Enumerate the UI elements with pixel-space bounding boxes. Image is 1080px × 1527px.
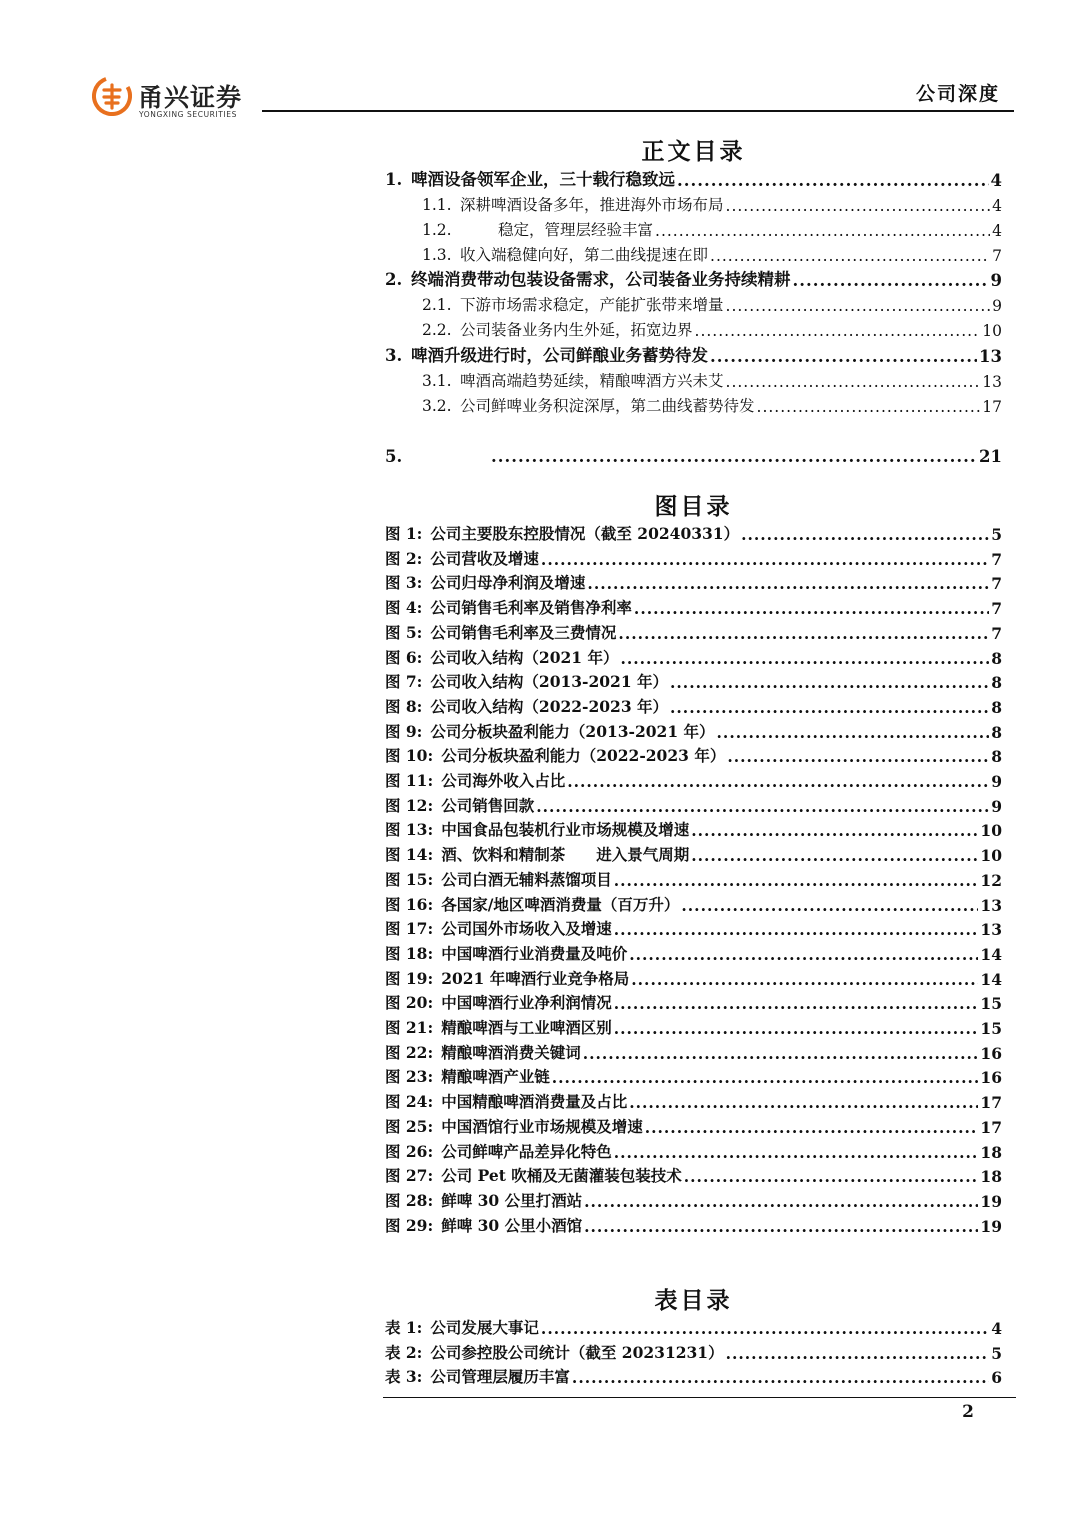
toc-leader-dots — [691, 847, 978, 865]
toc-leader-dots — [726, 373, 981, 391]
toc-leader-dots — [584, 1218, 978, 1236]
toc-page-number: 14 — [980, 969, 1002, 989]
toc-entry-number: 1.1. — [422, 196, 452, 214]
toc-entry[interactable] — [385, 291, 1002, 315]
toc-page-number: 7 — [991, 599, 1002, 619]
toc-entry-text: 公司收入结构（2021 年） — [430, 647, 619, 667]
toc-leader-dots — [645, 1119, 979, 1137]
figure-toc-title: 图目录 — [654, 493, 733, 520]
toc-entry-number: 5. — [385, 447, 403, 466]
toc-entry-number: 表 1: — [385, 1318, 423, 1337]
toc-leader-dots — [695, 322, 981, 340]
toc-entry-number: 图 6: — [385, 647, 423, 667]
toc-page-number: 21 — [979, 447, 1002, 466]
toc-entry-text: 鲜啤 30 公里打酒站 — [441, 1190, 583, 1210]
toc-entry-label — [385, 621, 616, 643]
toc-entry-label — [385, 342, 708, 366]
toc-entry-number: 图 27: — [385, 1166, 434, 1186]
toc-entry-number: 图 23: — [385, 1067, 434, 1087]
toc-entry-label — [385, 843, 689, 865]
toc-entry-label — [385, 769, 565, 791]
toc-entry[interactable] — [385, 1162, 1002, 1186]
toc-page-number: 15 — [980, 994, 1002, 1014]
toc-entry-label — [385, 818, 689, 840]
brand-subtitle: YONGXING SECURITIES — [139, 110, 237, 119]
toc-entry-number: 表 2: — [385, 1342, 423, 1362]
toc-entry-text: 公司参控股公司统计（截至 20231231） — [430, 1342, 724, 1362]
toc-entry-text: 公司 Pet 吹桶及无菌灌装包装技术 — [441, 1166, 682, 1186]
toc-leader-dots — [655, 222, 990, 240]
toc-entry[interactable] — [385, 1088, 1002, 1112]
toc-leader-dots — [614, 1020, 979, 1038]
toc-page-number: 17 — [980, 1093, 1002, 1113]
toc-leader-dots — [710, 247, 990, 265]
toc-page-number: 13 — [980, 920, 1002, 940]
toc-entry-label — [385, 1189, 582, 1211]
toc-leader-dots — [629, 1094, 978, 1112]
toc-entry-label — [385, 991, 612, 1013]
toc-entry[interactable] — [385, 668, 1002, 692]
toc-entry-label — [385, 893, 679, 915]
toc-entry-label — [385, 1090, 627, 1112]
toc-page-number: 15 — [980, 1019, 1002, 1038]
toc-entry-number: 图 29: — [385, 1215, 434, 1235]
toc-page-number: 9 — [991, 772, 1002, 791]
toc-entry-number: 图 28: — [385, 1190, 434, 1210]
toc-entry-label — [385, 917, 612, 939]
toc-entry-label — [385, 522, 739, 544]
toc-page-number: 18 — [980, 1142, 1002, 1162]
toc-entry-label — [385, 1115, 643, 1137]
toc-leader-dots — [567, 773, 989, 791]
toc-entry-label — [385, 266, 791, 290]
toc-leader-dots — [629, 946, 978, 964]
toc-leader-dots — [631, 971, 978, 989]
toc-entry-label — [385, 1341, 724, 1363]
toc-entry[interactable] — [385, 216, 1002, 240]
toc-page-number: 8 — [991, 722, 1002, 742]
toc-entry[interactable] — [385, 1187, 1002, 1211]
toc-leader-dots — [552, 1069, 979, 1087]
toc-entry[interactable] — [385, 241, 1002, 265]
toc-entry-text: 深耕啤酒设备多年，推进海外市场布局 — [460, 196, 724, 214]
toc-entry[interactable] — [385, 520, 1002, 544]
toc-leader-dots — [677, 172, 989, 190]
toc-entry-text: 公司装备业务内生外延，拓宽边界 — [460, 321, 693, 339]
toc-entry-label — [385, 547, 539, 569]
toc-entry[interactable] — [385, 792, 1002, 816]
toc-entry-number: 图 7: — [385, 672, 423, 692]
toc-entry-number: 图 2: — [385, 548, 423, 568]
toc-leader-dots — [583, 1045, 979, 1063]
toc-leader-dots — [717, 724, 990, 742]
toc-entry[interactable] — [385, 191, 1002, 215]
toc-page-number: 8 — [991, 673, 1002, 693]
toc-entry-text: 鲜啤 30 公里小酒馆 — [441, 1215, 583, 1235]
toc-entry[interactable] — [385, 545, 1002, 569]
toc-entry-label — [385, 794, 534, 816]
toc-entry-text: 中国精酿啤酒消费量及占比 — [441, 1092, 628, 1112]
toc-entry-text: 酒、饮料和精制茶 进入景气周期 — [441, 845, 690, 865]
page-header — [0, 0, 1080, 130]
toc-entry-text: 公司归母净利润及增速 — [430, 573, 586, 593]
toc-entry-number: 图 4: — [385, 598, 423, 618]
toc-page-number: 7 — [992, 247, 1002, 265]
toc-entry[interactable] — [385, 816, 1002, 840]
toc-page-number: 13 — [980, 895, 1002, 915]
toc-entry[interactable] — [385, 1113, 1002, 1137]
toc-entry-number: 图 19: — [385, 968, 434, 988]
toc-entry-number: 2.2. — [422, 321, 452, 339]
toc-page-number: 7 — [991, 549, 1002, 569]
toc-entry-label — [385, 1164, 682, 1186]
toc-entry-text: 公司鲜啤产品差异化特色 — [441, 1141, 612, 1161]
toc-page-number: 4 — [991, 1319, 1002, 1338]
toc-page-number: 17 — [980, 1117, 1002, 1137]
toc-leader-dots — [691, 822, 978, 840]
toc-entry-number: 1.3. — [422, 246, 452, 264]
toc-entry-number: 3.1. — [422, 372, 452, 390]
toc-entry-label — [385, 1316, 539, 1338]
toc-entry[interactable] — [385, 644, 1002, 668]
toc-entry-text: 公司销售回款 — [441, 795, 535, 815]
toc-entry-label — [385, 1016, 612, 1038]
toc-leader-dots — [726, 197, 991, 215]
toc-entry[interactable] — [385, 1363, 1002, 1387]
toc-page-number: 14 — [980, 944, 1002, 964]
toc-entry-text: 终端消费带动包装设备需求，公司装备业务持续精耕 — [411, 270, 791, 289]
toc-leader-dots — [572, 1369, 989, 1387]
toc-entry-number: 图 15: — [385, 869, 434, 889]
toc-entry-label — [385, 1065, 550, 1087]
toc-leader-dots — [710, 348, 977, 366]
toc-page-number: 8 — [991, 747, 1002, 767]
toc-entry-label — [422, 369, 724, 391]
toc-entry-number: 图 20: — [385, 993, 434, 1013]
toc-entry-number: 图 10: — [385, 746, 434, 766]
toc-entry-label — [385, 967, 629, 989]
toc-entry-label — [385, 868, 612, 890]
toc-entry-number: 3. — [385, 346, 403, 365]
toc-entry-text: 公司主要股东控股情况（截至 20240331） — [430, 524, 740, 543]
toc-entry-label — [422, 394, 755, 416]
toc-entry-number: 图 9: — [385, 721, 423, 741]
toc-entry[interactable] — [385, 767, 1002, 791]
toc-entry-text: 精酿啤酒与工业啤酒区别 — [441, 1018, 612, 1037]
toc-entry-label — [385, 1041, 581, 1063]
toc-entry-text: 下游市场需求稳定，产能扩张带来增量 — [460, 296, 724, 314]
toc-entry-text: 公司国外市场收入及增速 — [441, 919, 612, 939]
toc-page-number: 8 — [991, 697, 1002, 717]
toc-entry-number: 图 11: — [385, 771, 434, 790]
toc-entry-text: 公司白酒无辅料蒸馏项目 — [441, 869, 612, 889]
toc-leader-dots — [670, 674, 989, 692]
toc-entry-text: 公司营收及增速 — [430, 548, 539, 568]
toc-entry[interactable] — [385, 619, 1002, 643]
main-toc-title: 正文目录 — [641, 138, 746, 165]
toc-page-number: 10 — [980, 821, 1002, 841]
report-type: 公司深度 — [915, 83, 1000, 105]
toc-entry[interactable] — [385, 342, 1002, 366]
toc-entry-text: 公司发展大事记 — [430, 1318, 539, 1337]
toc-entry[interactable] — [385, 891, 1002, 915]
toc-entry-label — [422, 293, 724, 315]
toc-leader-dots — [726, 1345, 990, 1363]
toc-entry-text: 各国家/地区啤酒消费量（百万升） — [441, 894, 680, 914]
toc-leader-dots — [618, 625, 989, 643]
toc-entry-number: 图 12: — [385, 795, 434, 815]
toc-entry[interactable] — [385, 392, 1002, 416]
toc-entry-text: 啤酒高端趋势延续，精酿啤酒方兴未艾 — [460, 372, 724, 390]
toc-entry[interactable] — [385, 266, 1002, 290]
toc-page-number: 19 — [980, 1191, 1002, 1211]
toc-leader-dots — [614, 1144, 979, 1162]
toc-entry-label — [385, 720, 715, 742]
toc-leader-dots — [681, 897, 978, 915]
toc-entry-text: 中国啤酒行业净利润情况 — [441, 993, 612, 1013]
toc-page-number: 10 — [980, 846, 1002, 866]
toc-leader-dots — [536, 798, 989, 816]
toc-entry-number: 2.1. — [422, 296, 452, 314]
toc-entry[interactable] — [385, 316, 1002, 340]
toc-entry[interactable] — [385, 594, 1002, 618]
toc-entry-text: 啤酒升级进行时，公司鲜酿业务蓄势待发 — [411, 346, 708, 365]
toc-entry-label — [385, 744, 725, 766]
page-number: 2 — [962, 1402, 974, 1422]
toc-entry-label — [385, 646, 618, 668]
toc-entry[interactable] — [385, 841, 1002, 865]
toc-entry-label — [385, 1214, 582, 1236]
toc-entry[interactable] — [385, 693, 1002, 717]
yongxing-logo-icon — [92, 76, 132, 116]
toc-leader-dots — [491, 448, 977, 466]
toc-page-number: 16 — [980, 1068, 1002, 1088]
toc-entry[interactable] — [385, 866, 1002, 890]
toc-entry-number: 1.2. — [422, 221, 452, 239]
toc-entry-label — [385, 942, 627, 964]
toc-entry[interactable] — [385, 1138, 1002, 1162]
toc-leader-dots — [584, 1193, 978, 1211]
toc-entry-number: 图 25: — [385, 1116, 434, 1136]
toc-entry-text: 公司鲜啤业务积淀深厚，第二曲线蓄势待发 — [460, 397, 755, 415]
toc-page-number: 18 — [980, 1167, 1002, 1187]
toc-leader-dots — [727, 748, 989, 766]
toc-entry-number: 1. — [385, 170, 403, 189]
toc-entry-text: 精酿啤酒产业链 — [441, 1067, 550, 1087]
toc-entry[interactable] — [385, 1063, 1002, 1087]
toc-entry-text: 2021 年啤酒行业竞争格局 — [441, 968, 630, 988]
toc-entry-label — [422, 193, 724, 215]
toc-entry-text: 中国酒馆行业市场规模及增速 — [441, 1116, 643, 1136]
toc-leader-dots — [741, 526, 989, 544]
toc-page-number: 13 — [982, 373, 1002, 391]
brand-name: 甬兴证券 — [138, 83, 243, 112]
toc-page-number: 13 — [979, 347, 1002, 366]
toc-entry-text: 公司海外收入占比 — [441, 771, 566, 790]
toc-page-number: 9 — [992, 297, 1002, 315]
toc-entry[interactable] — [385, 569, 1002, 593]
table-toc-title: 表目录 — [654, 1287, 733, 1314]
toc-page-number: 7 — [991, 574, 1002, 594]
toc-page-number: 5 — [991, 1343, 1002, 1363]
toc-page-number: 17 — [982, 398, 1002, 416]
toc-entry-number: 3.2. — [422, 397, 452, 415]
toc-entry-label — [385, 447, 411, 466]
toc-entry[interactable] — [385, 915, 1002, 939]
toc-entry[interactable] — [385, 965, 1002, 989]
toc-entry-label — [385, 166, 675, 190]
toc-entry[interactable] — [385, 989, 1002, 1013]
toc-entry-label — [385, 695, 668, 717]
toc-entry-text: 公司销售毛利率及销售净利率 — [430, 598, 632, 618]
toc-entry-text: 公司分板块盈利能力（2013-2021 年） — [430, 721, 715, 741]
toc-entry-number: 图 26: — [385, 1141, 434, 1161]
toc-entry-number: 图 1: — [385, 524, 423, 543]
toc-entry-text: 中国啤酒行业消费量及吨价 — [441, 943, 628, 963]
toc-entry[interactable] — [385, 1014, 1002, 1038]
toc-page-number: 19 — [980, 1216, 1002, 1236]
toc-entry-number: 图 16: — [385, 894, 434, 914]
toc-entry[interactable] — [385, 367, 1002, 391]
toc-entry-number: 图 24: — [385, 1092, 434, 1112]
footer-divider — [383, 1397, 1016, 1398]
toc-entry-label — [385, 670, 668, 692]
toc-leader-dots — [614, 995, 979, 1013]
toc-entry-number: 图 21: — [385, 1018, 434, 1037]
toc-entry[interactable] — [385, 718, 1002, 742]
toc-entry[interactable] — [385, 940, 1002, 964]
toc-entry-number: 图 5: — [385, 622, 423, 642]
toc-leader-dots — [757, 398, 981, 416]
toc-page-number: 6 — [991, 1368, 1002, 1388]
toc-page-number: 16 — [980, 1043, 1002, 1063]
toc-entry-number: 表 3: — [385, 1367, 423, 1387]
toc-entry-number: 2. — [385, 270, 403, 289]
toc-entry-number: 图 8: — [385, 696, 423, 716]
toc-entry-label — [422, 243, 708, 265]
toc-entry-number: 图 22: — [385, 1042, 434, 1062]
toc-entry-label — [422, 318, 693, 340]
toc-entry-number: 图 14: — [385, 845, 434, 865]
toc-page-number: 8 — [991, 648, 1002, 668]
toc-entry[interactable] — [385, 166, 1002, 190]
toc-page-number: 4 — [990, 171, 1002, 190]
toc-leader-dots — [634, 600, 989, 618]
toc-entry-text: 公司管理层履历丰富 — [430, 1367, 570, 1387]
toc-page-number: 4 — [992, 222, 1002, 240]
toc-page-number: 10 — [982, 322, 1002, 340]
toc-page-number: 5 — [991, 525, 1002, 544]
toc-entry-text: 公司收入结构（2022-2023 年） — [430, 696, 669, 716]
toc-page-number: 9 — [990, 271, 1002, 290]
toc-page-number: 9 — [991, 796, 1002, 816]
toc-page-number: 4 — [992, 197, 1002, 215]
toc-entry-text: 公司收入结构（2013-2021 年） — [430, 672, 669, 692]
toc-entry[interactable] — [385, 1314, 1002, 1338]
toc-entry[interactable] — [385, 1039, 1002, 1063]
toc-entry-number: 图 18: — [385, 943, 434, 963]
toc-entry-label — [385, 1365, 570, 1387]
toc-page-number: 12 — [980, 870, 1002, 890]
toc-leader-dots — [541, 1320, 989, 1338]
toc-leader-dots — [793, 272, 989, 290]
toc-entry-number: 图 17: — [385, 919, 434, 939]
toc-entry-text: 收入端稳健向好，第二曲线提速在即 — [460, 246, 709, 264]
toc-entry[interactable] — [385, 1212, 1002, 1236]
toc-entry-number: 图 3: — [385, 573, 423, 593]
toc-entry-label — [385, 1140, 612, 1162]
toc-entry-text: 啤酒设备领军企业，三十载行稳致远 — [411, 170, 675, 189]
toc-entry-text: 公司分板块盈利能力（2022-2023 年） — [441, 746, 726, 766]
toc-entry-text: 公司销售毛利率及三费情况 — [430, 622, 617, 642]
toc-leader-dots — [684, 1168, 979, 1186]
toc-leader-dots — [726, 297, 991, 315]
toc-leader-dots — [614, 872, 979, 890]
toc-entry-text: 精酿啤酒消费关键词 — [441, 1042, 581, 1062]
toc-entry-text: 中国食品包装机行业市场规模及增速 — [441, 820, 690, 840]
toc-entry-label — [385, 571, 585, 593]
toc-entry-number: 图 13: — [385, 820, 434, 840]
toc-entry[interactable] — [385, 1339, 1002, 1363]
toc-entry-label — [422, 218, 653, 240]
toc-page-number: 7 — [991, 623, 1002, 643]
toc-leader-dots — [670, 699, 989, 717]
header-divider — [262, 110, 1014, 112]
toc-leader-dots — [620, 650, 989, 668]
toc-leader-dots — [541, 551, 989, 569]
toc-leader-dots — [614, 921, 979, 939]
toc-entry-text: 稳定，管理层经验丰富 — [498, 221, 654, 239]
toc-entry-label — [385, 596, 632, 618]
toc-entry[interactable] — [385, 442, 1002, 466]
toc-entry[interactable] — [385, 742, 1002, 766]
toc-leader-dots — [587, 575, 989, 593]
